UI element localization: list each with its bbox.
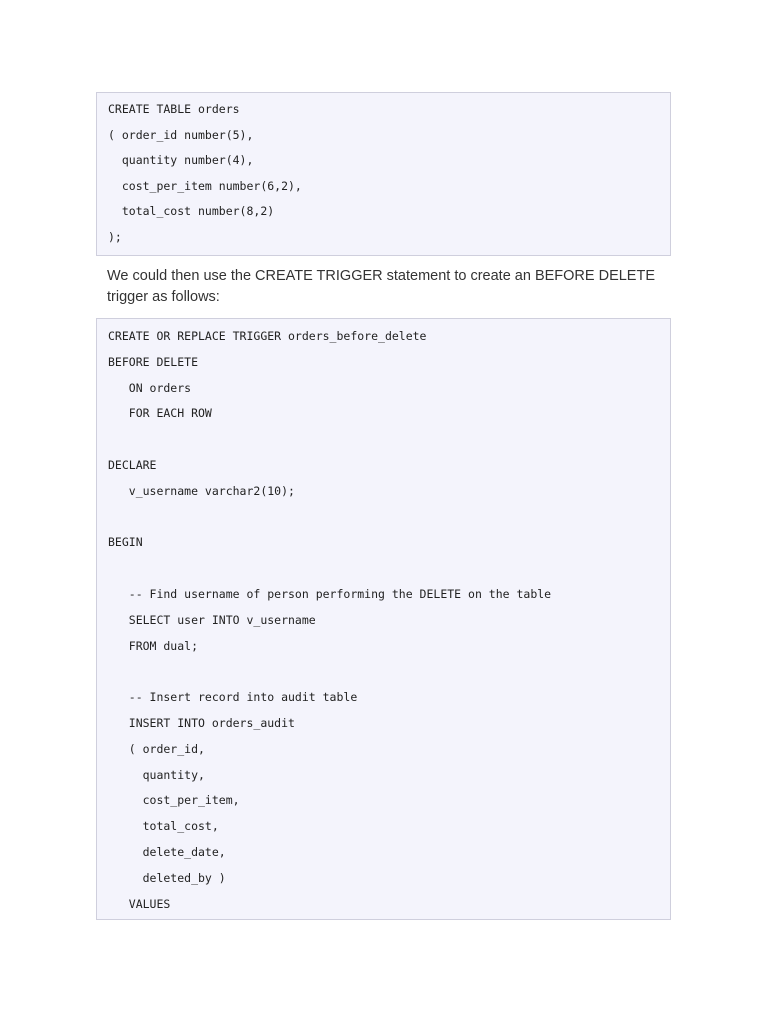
intro-paragraph: We could then use the CREATE TRIGGER statement to create an BEFORE DELETE trigger as follows:: [107, 268, 656, 305]
code-line: -- Find username of person performing the DELETE on the table: [108, 586, 552, 601]
code-line: delete_date,: [108, 844, 226, 859]
code-line: );: [108, 229, 122, 244]
code-line: cost_per_item,: [108, 793, 240, 808]
code-line: INSERT INTO orders_audit: [108, 715, 295, 730]
code-line: FROM dual;: [108, 638, 199, 653]
code-line: [108, 556, 659, 582]
create-table-code-block: [96, 92, 671, 256]
code-line: cost_per_item number(6,2),: [108, 178, 302, 193]
code-line: CREATE TABLE orders: [108, 102, 240, 116]
code-line: ON orders: [108, 380, 192, 395]
create-trigger-code-block: [96, 318, 671, 920]
code-line: deleted_by ): [108, 870, 226, 885]
code-line: BEFORE DELETE: [108, 354, 199, 369]
code-line: VALUES: [108, 896, 171, 911]
code-line: -- Insert record into audit table: [108, 690, 358, 705]
code-line: DECLARE: [108, 457, 157, 472]
code-line: quantity number(4),: [108, 153, 254, 167]
code-line: [108, 505, 659, 531]
code-line: [108, 427, 659, 453]
code-line: SELECT user INTO v_username: [108, 612, 316, 627]
code-line: BEGIN: [108, 535, 143, 550]
code-line: quantity,: [108, 767, 205, 782]
code-line: total_cost number(8,2): [108, 204, 275, 218]
code-line: v_username varchar2(10);: [108, 483, 295, 498]
code-line: total_cost,: [108, 819, 219, 834]
code-line: ( order_id number(5),: [108, 127, 254, 142]
code-line: [108, 659, 659, 685]
code-line: CREATE OR REPLACE TRIGGER orders_before_delete: [108, 329, 427, 343]
code-line: FOR EACH ROW: [108, 406, 212, 421]
code-line: ( order_id,: [108, 741, 205, 756]
